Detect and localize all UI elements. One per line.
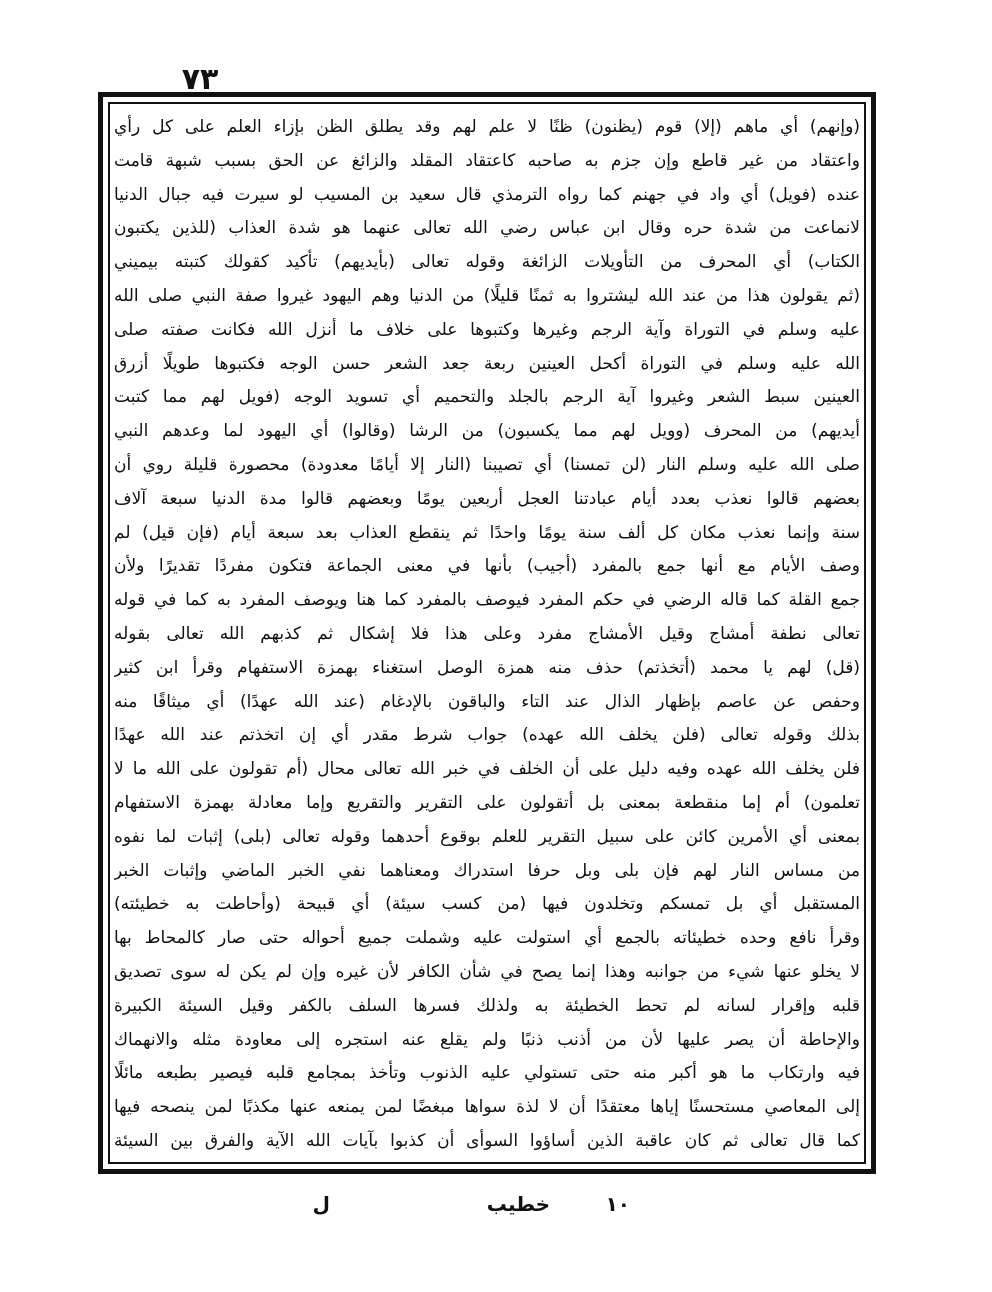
text-line: عليه وسلم في التوراة وآية الرجم وغيرها وكتبوها على خلاف ما أنزل الله فكانت صفته صلى — [114, 319, 860, 340]
text-line: (وإنهم) أي ماهم (إلا) قوم (يظنون) ظنًا لا علم لهم وقد يطلق الظن بإزاء العلم على كل رأي — [114, 117, 860, 137]
text-line: تعالى نطفة أمشاج وقيل الأمشاج مفرد وعلى هذا فلا إشكال ثم كذبهم الله تعالى بقوله — [114, 623, 860, 644]
text-line: إلى المعاصي مستحسنًا إياها معتقدًا أن لا لذة سواها مبغضًا لمن يمنعه عنها مكذبًا لمن ينصحه فيها — [114, 1097, 860, 1118]
signature-word: خطيب — [486, 1192, 550, 1216]
printer-signature-footer — [290, 1192, 770, 1222]
page-number: ٧٣ — [181, 62, 219, 97]
text-line: العينين سبط الشعر وغيروا آية الرجم بالجلد والتحميم أي تسويد الوجه (فويل لهم مما كتبت — [114, 387, 860, 408]
text-line: لانماعت من شدة حره وقال ابن عباس رضي الله تعالى عنهما هو شدة العذاب (للذين يكتبون — [114, 218, 860, 239]
text-line: عنده (فويل) أي واد في جهنم كما رواه الترمذي قال سعيد بن المسيب لو سيرت فيه جبال الدنيا — [114, 184, 860, 205]
text-line: بمعنى أي الأمرين كائن على سبيل التقرير للعلم بوقوع أحدهما وقوله تعالى (بلى) إثبات لما نفوه — [114, 826, 860, 847]
text-line: (ثم يقولون هذا من عند الله ليشتروا به ثمنًا قليلًا) من الدنيا وهم اليهود غيروا صفة النبي صلى الله — [114, 285, 860, 306]
text-line: أيديهم) من المحرف (وويل لهم مما يكسبون) من الرشا (وقالوا) أي اليهود لما وعدهم النبي — [114, 421, 860, 442]
text-line: جمع القلة كما قاله الرضي في حكم المفرد فيوصف بالمفرد كما هنا ويوصف المفرد به كما في قوله — [114, 590, 860, 611]
text-line: فلن يخلف الله عهده وفيه دليل على أن الخلف في خبر الله تعالى محال (أم تقولون على الله ما لا — [114, 759, 860, 780]
text-line: الله عليه وسلم في التوراة أكحل العينين ربعة جعد الشعر حسن الوجه فكتبوها طويلًا أزرق — [114, 353, 860, 374]
text-line: الكتاب) أي المحرف من التأويلات الزائغة وقوله تعالى (بأيديهم) تأكيد كقولك كتبته بيميني — [114, 252, 860, 273]
text-line: من مساس النار لهم فإن بلى وبل حرفا استدراك ومعناهما نفي الخبر الماضي وإثبات الخبر — [114, 860, 860, 881]
signature-number: ١٠ — [605, 1192, 630, 1216]
text-line: سنة وإنما نعذب مكان كل ألف سنة يومًا واحدًا ثم ينقطع العذاب بعد سبعة أيام (فإن قيل) لم — [114, 522, 860, 543]
text-line: وحفص عن عاصم بإظهار الذال عند التاء والباقون بالإدغام (عند الله عهدًا) أي ميثاقًا منه — [114, 691, 860, 712]
text-line: والإحاطة أن يصر عليها لأن من أذنب ذنبًا ولم يقلع عنه استجره إلى معاودة مثله والانهماك — [114, 1029, 860, 1050]
main-text-block — [114, 112, 860, 1156]
signature-letter: ل — [312, 1192, 330, 1216]
text-line: فيه وارتكاب ما هو أكبر منه حتى تستولي عليه الذنوب وتأخذ بمجامع قلبه فيصير بطبعه مائلًا — [114, 1063, 860, 1084]
text-line: المستقبل أي بل تمسكم وتخلدون فيها (من كسب سيئة) أي قبيحة (وأحاطت به خطيئته) — [114, 894, 860, 915]
text-line: كما قال تعالى ثم كان عاقبة الذين أساؤوا السوأى أن كذبوا بآيات الله الآية والفرق بين السيئة — [114, 1130, 860, 1151]
text-line: وصف الأيام مع أنها جمع بالمفرد (أجيب) بأنها في معنى الجماعة فتكون مفردًا تقديرًا ولأن — [114, 556, 860, 577]
text-line: صلى الله عليه وسلم النار (لن تمسنا) أي تصيبنا (النار إلا أيامًا معدودة) محصورة قليلة روي أن — [114, 454, 860, 475]
text-line: لا يخلو عنها شيء من جوانبه وهذا إنما يصح في شأن الكافر لأن غيره وإن لم يكن له سوى تصديق — [114, 961, 860, 982]
text-line: بعضهم قالوا نعذب بعدد أيام عبادتنا العجل أربعين يومًا وبعضهم قالوا مدة الدنيا سبعة آلاف — [114, 488, 860, 509]
text-line: واعتقاد من غير قاطع وإن جزم به صاحبه كاعتقاد المقلد والزائغ عن الحق بسبب شبهة قامت — [114, 150, 860, 171]
text-line: (قل) لهم يا محمد (أتخذتم) حذف منه همزة الوصل استغناء بهمزة الاستفهام وقرأ ابن كثير — [114, 657, 860, 678]
text-line: قلبه وإقرار لسانه لم تحط الخطيئة به ولذلك فسرها السلف بالكفر وقيل السيئة الكبيرة — [114, 995, 860, 1016]
text-line: تعلمون) أم إما منقطعة بمعنى بل أتقولون على التقرير والتقريع وإما معادلة بهمزة الاستفهام — [114, 792, 860, 813]
text-line: بذلك وقوله تعالى (فلن يخلف الله عهده) جواب شرط مقدر أي إن اتخذتم عند الله عهدًا — [114, 725, 860, 746]
text-line: وقرأ نافع وحده خطيئاته بالجمع أي استولت عليه وشملت جميع أحواله حتى صار كالمحاط بها — [114, 928, 860, 949]
